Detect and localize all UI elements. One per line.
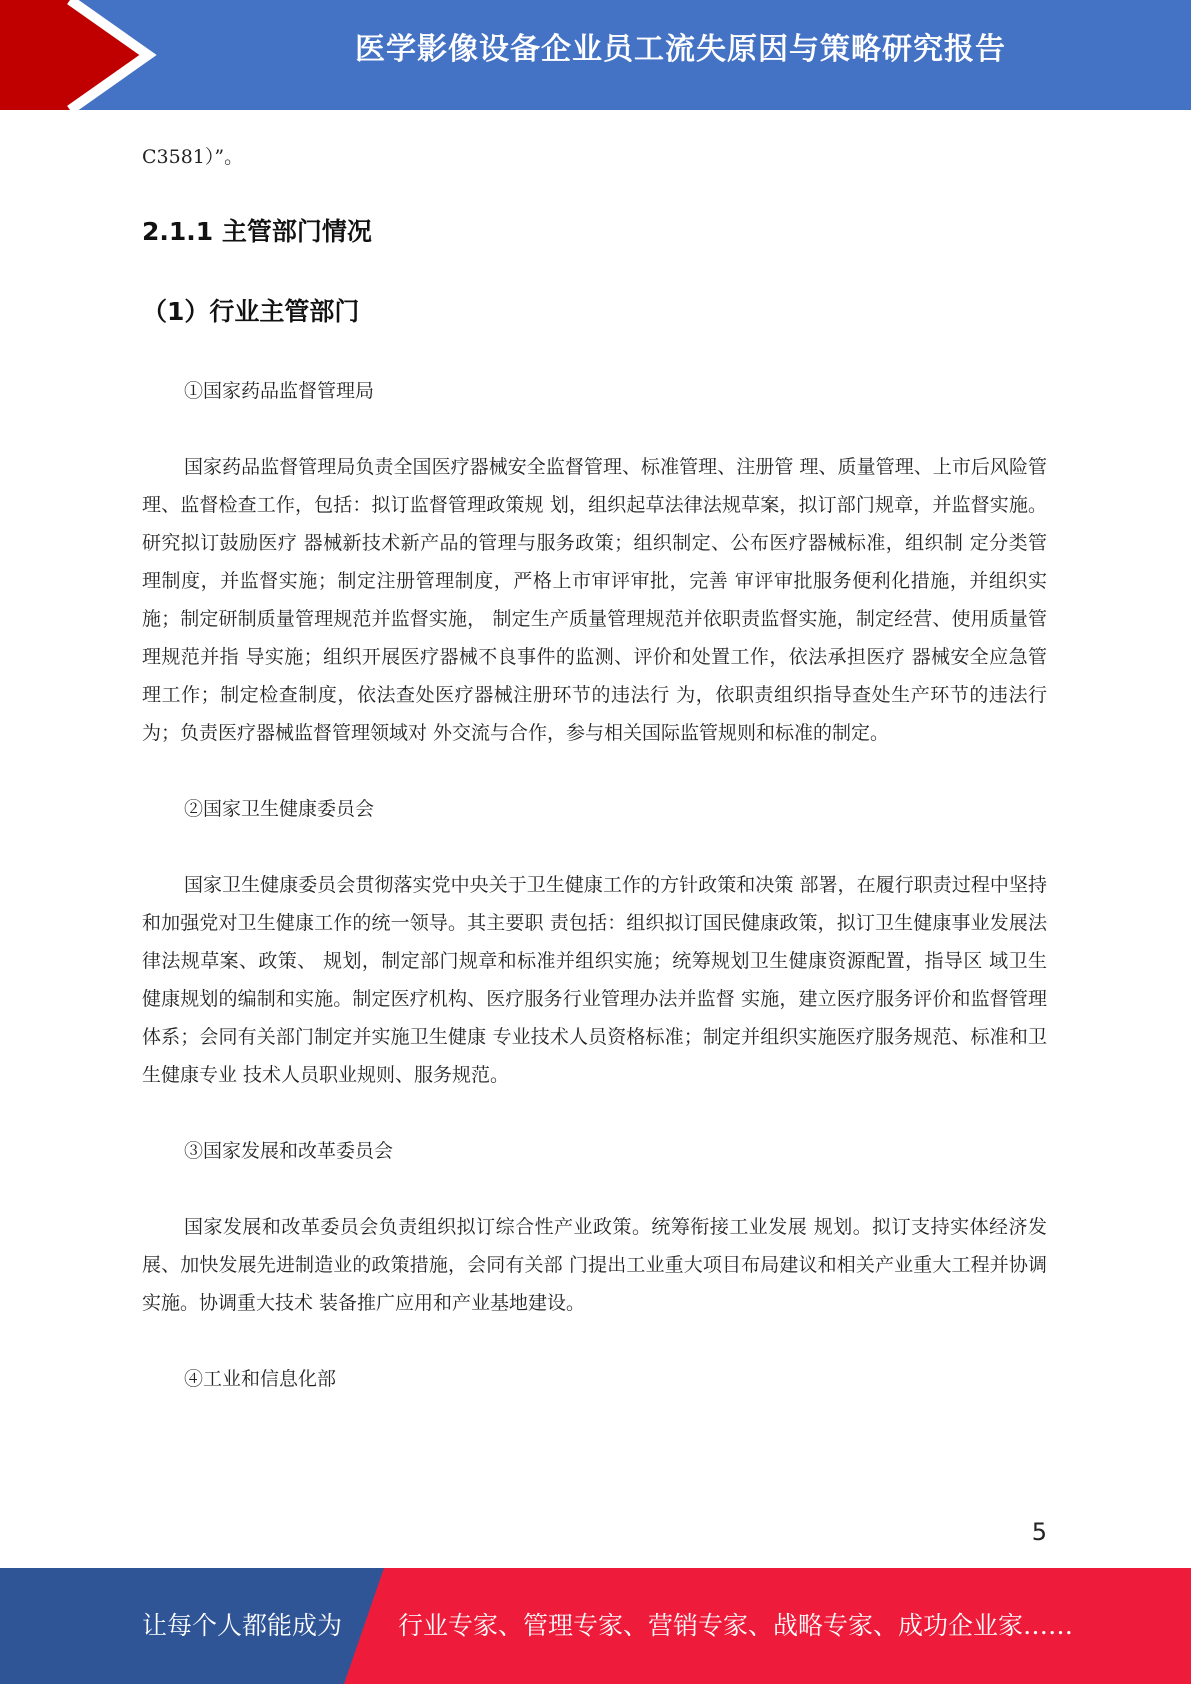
item-heading: ②国家卫生健康委员会	[184, 798, 375, 820]
item-heading: ④工业和信息化部	[184, 1368, 337, 1390]
footer-slogan-right: 行业专家、管理专家、营销专家、战略专家、成功企业家……	[398, 1611, 1074, 1640]
page-content	[142, 138, 1047, 1398]
item-heading: ①国家药品监督管理局	[184, 380, 375, 402]
item-paragraph: 国家药品监督管理局负责全国医疗器械安全监督管理、标准管理、注册管 理、质量管理、上市后风险管理、监督检查工作，包括：拟订监督管理政策规 划，组织起草法律法规草案，拟订部门规章，并监督实施。研究拟订鼓励医疗 器械新技术新产品的管理与服务政策；组织制定、公布医疗器械标准，组织制 定分类管理制度，并监督实施；制定注册管理制度，严格上市审评审批，完善 审评审批服务便利化措施，并组织实施；制定研制质量管理规范并监督实施， 制定生产质量管理规范并依职责监督实施，制定经营、使用质量管理规范并指 导实施；组织开展医疗器械不良事件的监测、评价和处置工作，依法承担医疗 器械安全应急管理工作；制定检查制度，依法查处医疗器械注册环节的违法行 为，依职责组织指导查处生产环节的违法行为；负责医疗器械监督管理领域对 外交流与合作，参与相关国际监管规则和标准的制定。	[142, 456, 1047, 744]
section-heading: 2.1.1 主管部门情况	[142, 217, 372, 246]
subsection-heading: （1）行业主管部门	[142, 297, 360, 326]
page-number: 5	[1031, 1518, 1047, 1546]
carry-over-line: C3581）”。	[142, 146, 244, 168]
item-paragraph: 国家卫生健康委员会贯彻落实党中央关于卫生健康工作的方针政策和决策 部署，在履行职责过程中坚持和加强党对卫生健康工作的统一领导。其主要职 责包括：组织拟订国民健康政策，拟订卫生健康事业发展法律法规草案、政策、 规划，制定部门规章和标准并组织实施；统筹规划卫生健康资源配置，指导区 域卫生健康规划的编制和实施。制定医疗机构、医疗服务行业管理办法并监督 实施，建立医疗服务评价和监督管理体系；会同有关部门制定并实施卫生健康 专业技术人员资格标准；制定并组织实施医疗服务规范、标准和卫生健康专业 技术人员职业规则、服务规范。	[142, 874, 1047, 1086]
item-paragraph: 国家发展和改革委员会负责组织拟订综合性产业政策。统筹衔接工业发展 规划。拟订支持实体经济发展、加快发展先进制造业的政策措施，会同有关部 门提出工业重大项目布局建议和相关产业重大工程并协调实施。协调重大技术 装备推广应用和产业基地建设。	[142, 1216, 1047, 1314]
page-footer	[0, 1568, 1191, 1684]
item-heading: ③国家发展和改革委员会	[184, 1140, 394, 1162]
footer-slogan-left: 让每个人都能成为	[142, 1611, 343, 1640]
page-header	[0, 0, 1191, 110]
header-arrow-decoration	[0, 0, 160, 110]
document-title: 医学影像设备企业员工流失原因与策略研究报告	[355, 32, 1006, 67]
